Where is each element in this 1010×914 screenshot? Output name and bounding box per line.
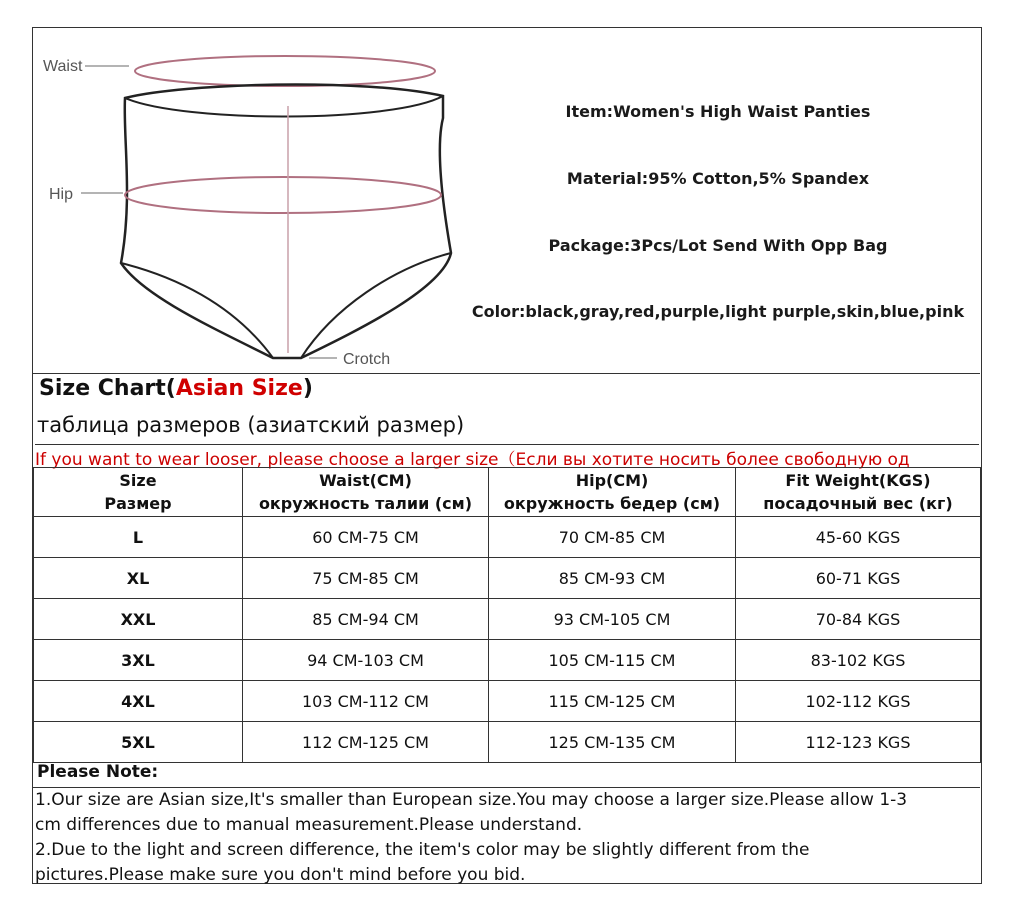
looser-fit-warning: If you want to wear looser, please choose a larger size（Если вы хотите носить более свободную од [35, 444, 979, 469]
note-line-2b: pictures.Please make sure you don't mind before you bid. [35, 865, 526, 885]
size-cell: L [34, 517, 243, 558]
weight-cell: 112-123 KGS [736, 722, 981, 763]
hip-cell: 115 CM-125 CM [489, 681, 736, 722]
weight-cell: 60-71 KGS [736, 558, 981, 599]
waist-measure-ellipse [135, 56, 435, 86]
table-row [34, 517, 981, 558]
waist-cell: 60 CM-75 CM [243, 517, 489, 558]
header-waist: Waist(CM) окружность талии (см) [243, 468, 489, 517]
size-chart-title: Size Chart(Asian Size) [39, 376, 313, 401]
waist-cell: 75 CM-85 CM [243, 558, 489, 599]
header-fit-weight: Fit Weight(KGS) посадочный вес (кг) [736, 468, 981, 517]
weight-cell: 102-112 KGS [736, 681, 981, 722]
note-line-1a: 1.Our size are Asian size,It's smaller than European size.You may choose a larger size.Please allow 1-3 [35, 790, 908, 810]
product-info-section [33, 28, 980, 374]
header-size: Size Размер [34, 468, 243, 517]
waistband-line [125, 96, 443, 117]
panties-outline [121, 84, 451, 358]
material-text: Material:95% Cotton,5% Spandex [566, 169, 870, 188]
header-hip: Hip(CM) окружность бедер (см) [489, 468, 736, 517]
waist-cell: 85 CM-94 CM [243, 599, 489, 640]
table-row [34, 722, 981, 763]
leg-opening-right [301, 253, 451, 358]
size-chart-subtitle: таблица размеров (азиатский размер) [37, 413, 465, 437]
table-header-row [34, 468, 981, 517]
waist-label: Waist [43, 58, 83, 75]
hip-cell: 125 CM-135 CM [489, 722, 736, 763]
color-text: Color:black,gray,red,purple,light purple,skin,blue,pink [471, 302, 965, 321]
size-cell: 5XL [34, 722, 243, 763]
hip-cell: 70 CM-85 CM [489, 517, 736, 558]
package-text: Package:3Pcs/Lot Send With Opp Bag [548, 236, 888, 255]
size-chart-frame [32, 27, 982, 884]
size-cell: 4XL [34, 681, 243, 722]
panties-diagram [33, 28, 473, 373]
size-cell: 3XL [34, 640, 243, 681]
note-line-2a: 2.Due to the light and screen difference, the item's color may be slightly different from the [35, 840, 810, 860]
crotch-label: Crotch [343, 351, 391, 368]
table-row [34, 558, 981, 599]
hip-cell: 93 CM-105 CM [489, 599, 736, 640]
hip-label: Hip [49, 186, 74, 203]
hip-cell: 85 CM-93 CM [489, 558, 736, 599]
asian-size-highlight: Asian Size [175, 376, 303, 401]
waist-cell: 112 CM-125 CM [243, 722, 489, 763]
size-cell: XXL [34, 599, 243, 640]
leg-opening-left [121, 263, 273, 358]
note-title: Please Note: [37, 762, 159, 782]
table-row [34, 640, 981, 681]
weight-cell: 70-84 KGS [736, 599, 981, 640]
item-text: Item:Women's High Waist Panties [565, 102, 871, 121]
weight-cell: 45-60 KGS [736, 517, 981, 558]
hip-measure-ellipse [125, 177, 441, 213]
waist-cell: 94 CM-103 CM [243, 640, 489, 681]
weight-cell: 83-102 KGS [736, 640, 981, 681]
table-row [34, 681, 981, 722]
table-row [34, 599, 981, 640]
size-table [33, 467, 981, 763]
size-cell: XL [34, 558, 243, 599]
waist-cell: 103 CM-112 CM [243, 681, 489, 722]
note-line-1b: cm differences due to manual measurement.Please understand. [35, 815, 583, 835]
hip-cell: 105 CM-115 CM [489, 640, 736, 681]
